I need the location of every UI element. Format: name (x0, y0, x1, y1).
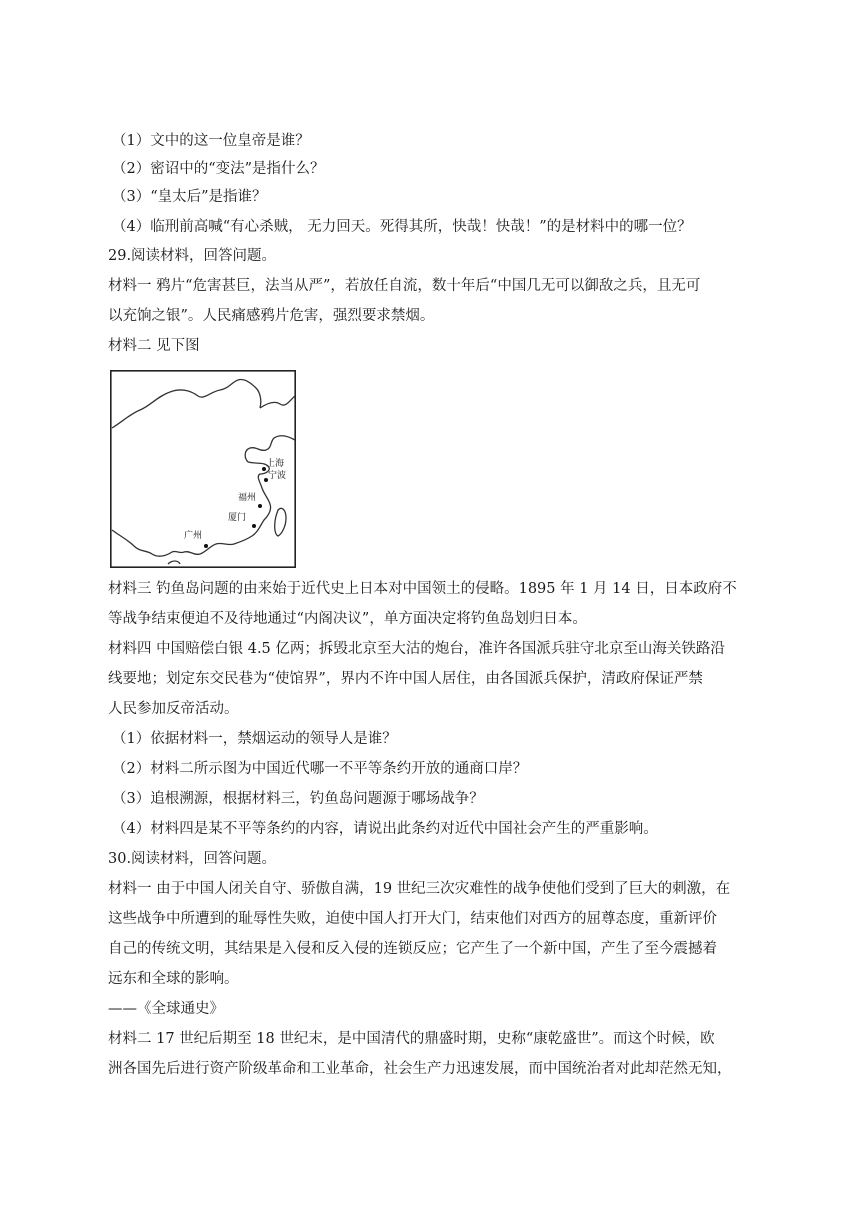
q29-material-4-line-2: 线要地；划定东交民巷为“使馆界”，界内不许中国人居住，由各国派兵保护，清政府保证严禁 (108, 671, 703, 687)
q29-material-4-line-3: 人民参加反帝活动。 (108, 701, 239, 717)
q29-sub-2: （2）材料二所示图为中国近代哪一不平等条约开放的通商口岸？ (112, 761, 528, 777)
map-label-shanghai: 上海 (266, 459, 285, 469)
q28-sub-4: （4）临刑前高喊“有心杀贼， 无力回天。死得其所，快哉！快哉！”的是材料中的哪一位？ (112, 219, 692, 235)
q29-material-1-line-2: 以充饷之银”。人民痛感鸦片危害，强烈要求禁烟。 (108, 308, 435, 324)
q30-source: ——《全球通史》 (108, 1001, 224, 1017)
map-label-xiamen: 厦门 (228, 513, 247, 523)
treaty-ports-map (110, 370, 296, 568)
q28-sub-2: （2）密诏中的“变法”是指什么？ (112, 161, 325, 177)
q30-material-2-line-1: 材料二 17 世纪后期至 18 世纪末，是中国清代的鼎盛时期，史称“康乾盛世”。而这个时候，欧 (108, 1031, 715, 1047)
q29-material-3-line-1: 材料三 钓鱼岛问题的由来始于近代史上日本对中国领土的侵略。1895 年 1 月 14 日，日本政府不 (108, 581, 737, 597)
q28-sub-3: （3）“皇太后”是指谁？ (112, 189, 267, 205)
q29-material-1-line-1: 材料一 鸦片“危害甚巨，法当从严”，若放任自流，数十年后“中国几无可以御敌之兵，且无可 (108, 278, 701, 294)
q29-sub-3: （3）追根溯源，根据材料三，钓鱼岛问题源于哪场战争？ (112, 791, 484, 807)
q30-material-1-line-2: 这些战争中所遭到的耻辱性失败，迫使中国人打开大门，结束他们对西方的屈尊态度，重新评价 (108, 911, 717, 927)
q29-material-4-line-1: 材料四 中国赔偿白银 4.5 亿两；拆毁北京至大沽的炮台，准许各国派兵驻守北京至山海关铁路沿 (108, 641, 725, 657)
map-label-guangzhou: 广州 (184, 531, 203, 541)
q29-material-2: 材料二 见下图 (108, 338, 200, 354)
q30-material-2-line-2: 洲各国先后进行资产阶级革命和工业革命，社会生产力迅速发展，而中国统治者对此却茫然无知， (108, 1061, 732, 1077)
map-label-ningbo: 宁波 (268, 471, 287, 481)
q29-heading: 29.阅读材料，回答问题。 (108, 248, 277, 264)
q29-material-3-line-2: 等战争结束便迫不及待地通过“内阁决议”，单方面决定将钓鱼岛划归日本。 (108, 611, 587, 627)
q29-sub-1: （1）依据材料一，禁烟运动的领导人是谁？ (112, 731, 397, 747)
q30-material-1-line-1: 材料一 由于中国人闭关自守、骄傲自满，19 世纪三次灾难性的战争使他们受到了巨大的刺激，在 (108, 881, 731, 897)
q28-sub-1: （1）文中的这一位皇帝是谁？ (112, 133, 310, 149)
q30-material-1-line-3: 自己的传统文明，其结果是入侵和反入侵的连锁反应；它产生了一个新中国，产生了至今震撼着 (108, 941, 717, 957)
q30-material-1-line-4: 远东和全球的影响。 (108, 971, 239, 987)
q30-heading: 30.阅读材料，回答问题。 (108, 851, 277, 867)
q29-sub-4: （4）材料四是某不平等条约的内容，请说出此条约对近代中国社会产生的严重影响。 (112, 821, 658, 837)
map-label-fuzhou: 福州 (238, 493, 257, 503)
